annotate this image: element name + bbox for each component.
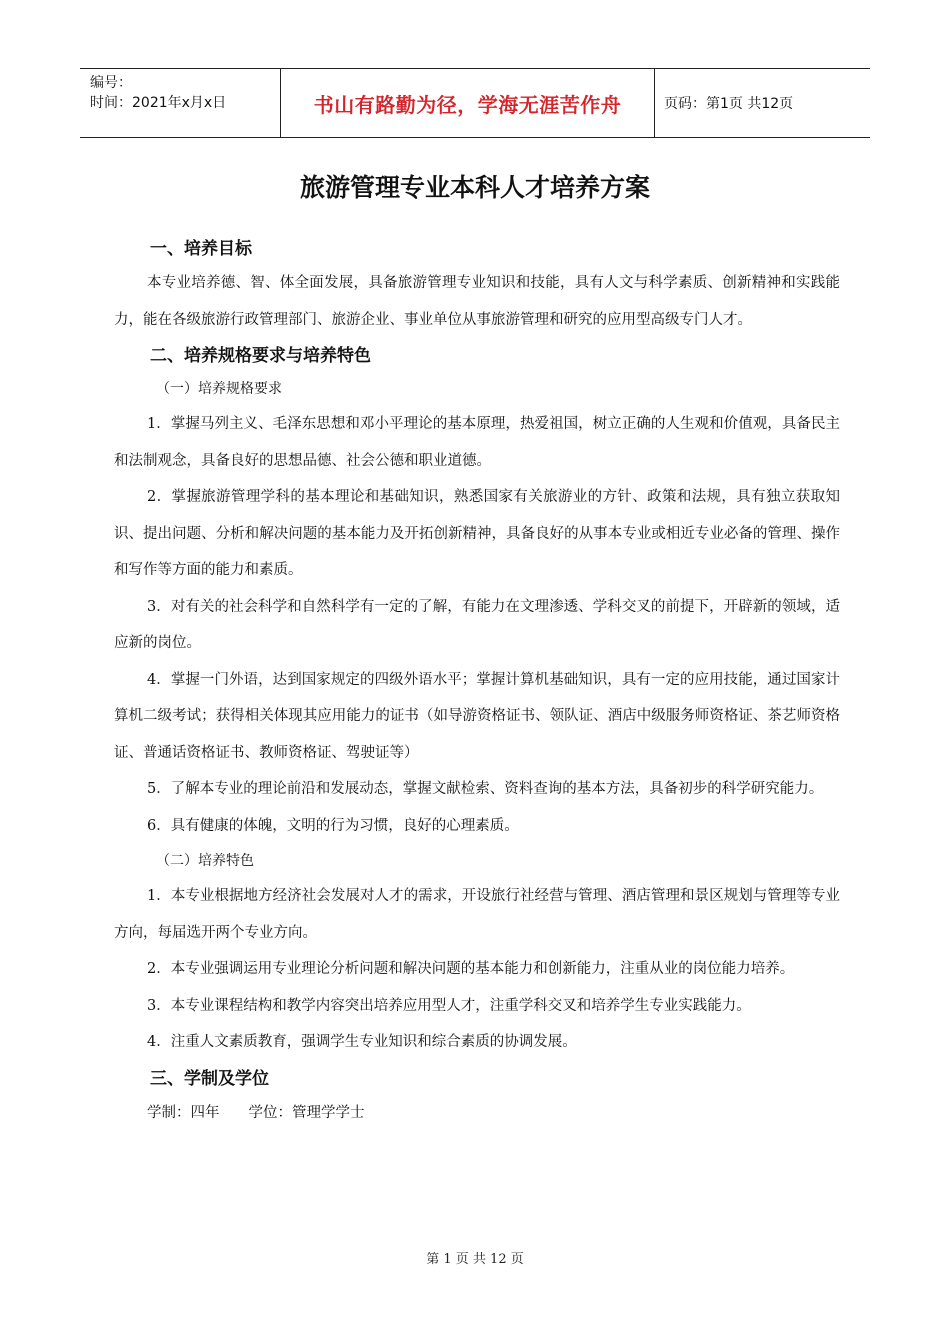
feature-item: 4．注重人文素质教育，强调学生专业知识和综合素质的协调发展。 <box>147 1034 577 1050</box>
requirement-item: 1．掌握马列主义、毛泽东思想和邓小平理论的基本原理，热爱祖国，树立正确的人生观和价值观，具备民主和法制观念，具备良好的思想品德、社会公德和职业道德。 <box>114 416 840 469</box>
requirement-item: 6．具有健康的体魄，文明的行为习惯，良好的心理素质。 <box>147 817 519 834</box>
subheading-features: （二）培养特色 <box>156 853 254 869</box>
feature-item: 2．本专业强调运用专业理论分析问题和解决问题的基本能力和创新能力，注重从业的岗位能力培养。 <box>147 961 795 977</box>
document-body <box>114 233 840 1131</box>
page-header <box>80 68 870 138</box>
degree-paragraph: 学制：四年 学位：管理学学士 <box>147 1104 365 1121</box>
requirement-item: 3．对有关的社会科学和自然科学有一定的了解，有能力在文理渗透、学科交叉的前提下，开辟新的领域，适应新的岗位。 <box>114 598 840 651</box>
goals-paragraph: 本专业培养德、智、体全面发展，具备旅游管理专业知识和技能，具有人文与科学素质、创新精神和实践能力，能在各级旅游行政管理部门、旅游企业、事业单位从事旅游管理和研究的应用型高级专门人才。 <box>114 275 840 328</box>
section-heading-goals: 一、培养目标 <box>150 239 252 259</box>
time-label: 时间：2021年x月x日 <box>90 95 227 111</box>
feature-item: 1．本专业根据地方经济社会发展对人才的需求，开设旅行社经营与管理、酒店管理和景区规划与管理等专业方向，每届选开两个专业方向。 <box>114 888 840 941</box>
document-title: 旅游管理专业本科人才培养方案 <box>299 173 650 202</box>
number-label: 编号： <box>90 75 132 91</box>
header-page-info: 页码：第1页 共12页 <box>664 96 794 112</box>
requirement-item: 5．了解本专业的理论前沿和发展动态，掌握文献检索、资料查询的基本方法，具备初步的科学研究能力。 <box>147 781 824 797</box>
page-footer: 第 1 页 共 12 页 <box>426 1252 524 1267</box>
section-heading-requirements: 二、培养规格要求与培养特色 <box>150 346 371 366</box>
header-left-cell <box>80 69 281 137</box>
header-motto: 书山有路勤为径，学海无涯苦作舟 <box>281 69 655 137</box>
requirement-item: 2．掌握旅游管理学科的基本理论和基础知识，熟悉国家有关旅游业的方针、政策和法规，具有独立获取知识、提出问题、分析和解决问题的基本能力及开拓创新精神，具备良好的从事本专业或相近专业必备的管理、操作和写作等方面的能力和素质。 <box>114 489 840 578</box>
subheading-requirements: （一）培养规格要求 <box>156 381 282 397</box>
feature-item: 3．本专业课程结构和教学内容突出培养应用型人才，注重学科交叉和培养学生专业实践能力。 <box>147 997 751 1014</box>
section-heading-degree: 三、学制及学位 <box>150 1068 269 1089</box>
requirement-item: 4．掌握一门外语，达到国家规定的四级外语水平；掌握计算机基础知识，具有一定的应用技能，通过国家计算机二级考试；获得相关体现其应用能力的证书（如导游资格证书、领队证、酒店中级服务师资格证、茶艺师资格证、普通话资格证书、教师资格证、驾驶证等） <box>114 671 840 761</box>
